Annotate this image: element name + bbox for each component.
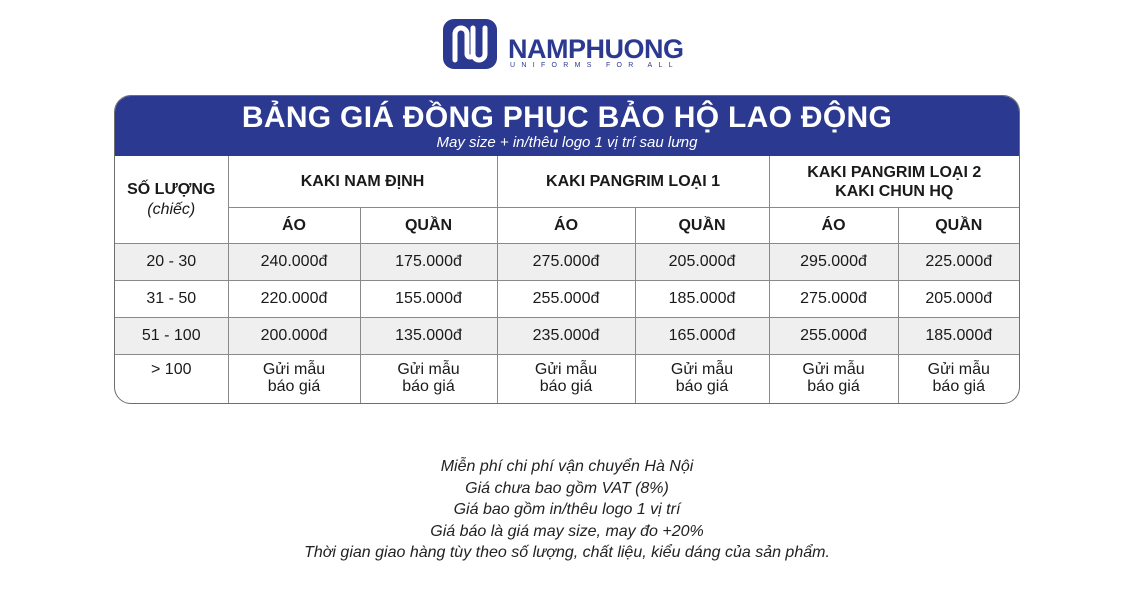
qty-header xyxy=(115,156,228,244)
price-cell: 185.000đ xyxy=(635,281,769,318)
group-header-line2: KAKI CHUN HQ xyxy=(835,182,954,200)
quote-line1: Gửi mẫu xyxy=(262,361,326,378)
price-cell: 255.000đ xyxy=(769,318,898,355)
quote-line1: Gửi mẫu xyxy=(802,361,865,378)
price-cell: 225.000đ xyxy=(898,244,1019,281)
group-header-kaki-nam-dinh: KAKI NAM ĐỊNH xyxy=(228,156,497,208)
row-qty: 51 - 100 xyxy=(115,318,228,355)
table-row xyxy=(115,244,1019,281)
price-cell: 155.000đ xyxy=(360,281,497,318)
note-line: Giá chưa bao gồm VAT (8%) xyxy=(465,479,669,497)
price-cell: 275.000đ xyxy=(497,244,635,281)
subheader-ao: ÁO xyxy=(497,208,635,244)
row-qty: > 100 xyxy=(115,355,228,405)
table-row xyxy=(115,355,1019,405)
row-qty: 31 - 50 xyxy=(115,281,228,318)
table-header-row xyxy=(115,156,1019,208)
table-subheader-row xyxy=(115,208,1019,244)
table-row xyxy=(115,281,1019,318)
subheader-quan: QUẦN xyxy=(898,208,1019,244)
price-cell: 240.000đ xyxy=(228,244,360,281)
price-cell: 205.000đ xyxy=(898,281,1019,318)
price-cell: 205.000đ xyxy=(635,244,769,281)
quote-cell xyxy=(898,355,1019,405)
quote-line1: Gửi mẫu xyxy=(927,361,990,378)
quote-line1: Gửi mẫu xyxy=(534,361,598,378)
group-header-line1: KAKI PANGRIM LOẠI 2 xyxy=(807,163,982,181)
subheader-ao: ÁO xyxy=(228,208,360,244)
price-cell: 165.000đ xyxy=(635,318,769,355)
quote-cell xyxy=(769,355,898,405)
price-cell: 235.000đ xyxy=(497,318,635,355)
quote-line1: Gửi mẫu xyxy=(670,361,734,378)
price-cell: 295.000đ xyxy=(769,244,898,281)
price-cell: 175.000đ xyxy=(360,244,497,281)
subheader-ao: ÁO xyxy=(769,208,898,244)
note-line: Thời gian giao hàng tùy theo số lượng, chất liệu, kiểu dáng của sản phẩm. xyxy=(304,544,830,561)
table-subtitle: May size + in/thêu logo 1 vị trí sau lưng xyxy=(436,134,698,151)
quote-line2: báo giá xyxy=(539,378,593,395)
brand-tagline: UNIFORMS FOR ALL xyxy=(510,62,679,69)
quote-cell xyxy=(228,355,360,405)
group-header-kaki-pangrim-2 xyxy=(769,156,1019,208)
price-cell: 220.000đ xyxy=(228,281,360,318)
price-table-card xyxy=(114,95,1020,404)
price-cell: 255.000đ xyxy=(497,281,635,318)
row-qty: 20 - 30 xyxy=(115,244,228,281)
namphuong-logo-icon xyxy=(442,18,498,70)
price-table xyxy=(115,156,1019,404)
quote-line2: báo giá xyxy=(675,378,729,395)
subheader-quan: QUẦN xyxy=(360,208,497,244)
subheader-quan: QUẦN xyxy=(635,208,769,244)
quote-line2: báo giá xyxy=(932,378,986,395)
qty-header-unit: (chiếc) xyxy=(147,200,196,218)
price-cell: 200.000đ xyxy=(228,318,360,355)
note-line: Giá bao gồm in/thêu logo 1 vị trí xyxy=(453,501,681,518)
qty-header-label: SỐ LƯỢNG xyxy=(127,180,216,198)
quote-line2: báo giá xyxy=(402,378,455,395)
group-header-kaki-pangrim-1: KAKI PANGRIM LOẠI 1 xyxy=(497,156,769,208)
price-cell: 275.000đ xyxy=(769,281,898,318)
table-title: BẢNG GIÁ ĐỒNG PHỤC BẢO HỘ LAO ĐỘNG xyxy=(241,101,893,134)
note-line: Miễn phí chi phí vận chuyển Hà Nội xyxy=(440,458,694,475)
brand-name: NAMPHUONG xyxy=(508,34,684,64)
quote-line1: Gửi mẫu xyxy=(397,361,460,378)
quote-line2: báo giá xyxy=(267,378,321,395)
price-cell: 185.000đ xyxy=(898,318,1019,355)
notes xyxy=(0,456,1134,564)
price-cell: 135.000đ xyxy=(360,318,497,355)
quote-line2: báo giá xyxy=(807,378,860,395)
quote-cell xyxy=(635,355,769,405)
note-line: Giá báo là giá may size, may đo +20% xyxy=(430,522,704,540)
quote-cell xyxy=(497,355,635,405)
table-title-bar xyxy=(115,96,1019,156)
quote-cell xyxy=(360,355,497,405)
brand-logo xyxy=(442,18,702,70)
table-row xyxy=(115,318,1019,355)
